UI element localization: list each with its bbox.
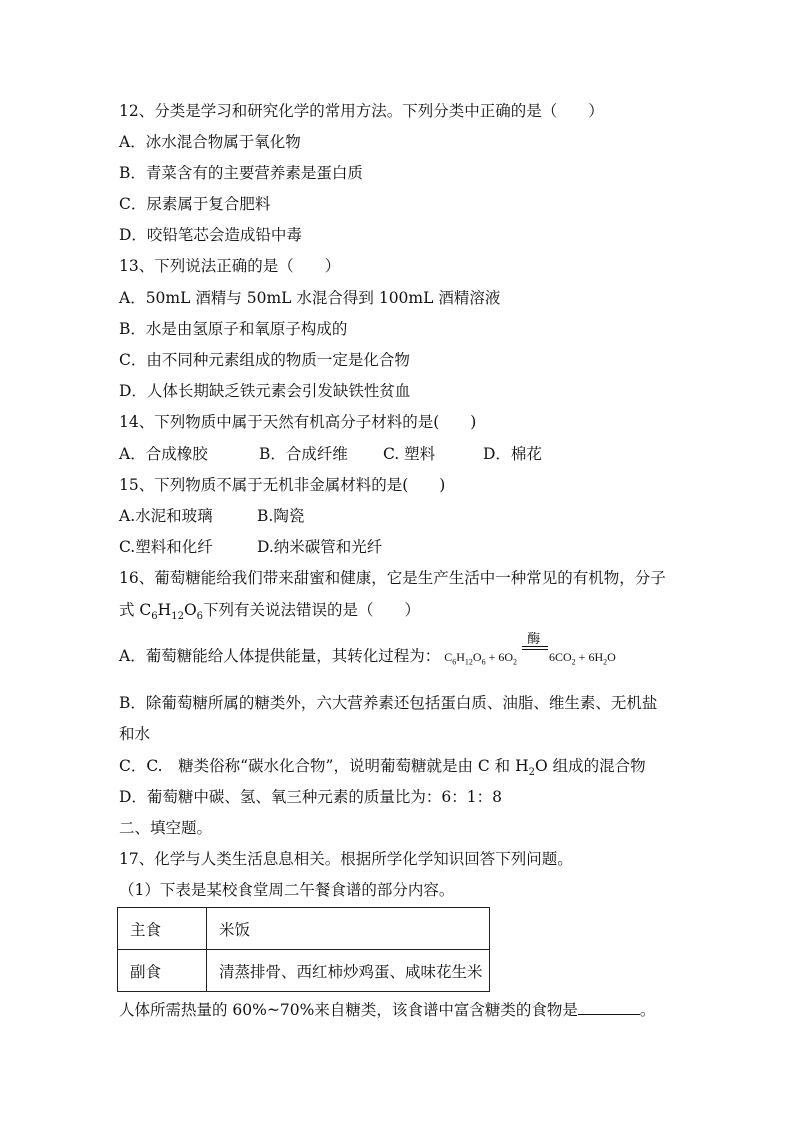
q16-option-b-line1: B．除葡萄糖所属的糖类外，六大营养素还包括蛋白质、油脂、维生素、无机盐 <box>119 694 658 712</box>
q12-option-d: D．咬铅笔芯会造成铅中毒 <box>119 226 302 244</box>
q16-option-b-line2: 和水 <box>119 725 151 743</box>
q13-stem: 13、下列说法正确的是（ ） <box>119 257 341 275</box>
q12-option-c: C．尿素属于复合肥料 <box>119 195 271 213</box>
q14-option-a: A．合成橡胶 <box>119 445 208 463</box>
q13-option-b: B．水是由氢原子和氧原子构成的 <box>119 320 348 338</box>
enzyme-condition: 酶 <box>527 632 541 647</box>
q16-stem-line1: 16、葡萄糖能给我们带来甜蜜和健康，它是生产生活中一种常见的有机物，分子 <box>119 569 666 587</box>
q16-option-c: C．C. 糖类俗称“碳水化合物”，说明葡萄糖就是由 C 和 $H_2O$ 组成的混合物 <box>119 757 646 779</box>
table-cell: 主食 <box>118 908 207 950</box>
table-row <box>118 908 490 950</box>
q17-sub1: （1）下表是某校食堂周二午餐食谱的部分内容。 <box>119 881 455 899</box>
q14-option-b: B．合成纤维 <box>259 445 348 463</box>
q14-option-d: D．棉花 <box>483 445 542 463</box>
q12-option-a: A．冰水混合物属于氧化物 <box>119 133 301 151</box>
q13-option-a: A．50mL 酒精与 50mL 水混合得到 100mL 酒精溶液 <box>119 289 501 307</box>
lunch-menu-table <box>117 907 490 992</box>
glucose-oxidation-equation: $C_6H_{12}O_6 + 6O_2$ $6CO_2 + 6H_2O$ 酶 <box>444 632 616 667</box>
q15-stem: 15、下列物质不属于无机非金属材料的是( ) <box>119 476 446 494</box>
answer-blank[interactable] <box>578 1000 640 1015</box>
q14-options <box>119 444 542 464</box>
q15-option-d: D.纳米碳管和光纤 <box>257 538 383 556</box>
q15-options-row1 <box>119 506 304 526</box>
section-fill-blank-heading: 二、填空题。 <box>119 819 213 837</box>
table-row <box>118 950 490 992</box>
q12-option-b: B．青菜含有的主要营养素是蛋白质 <box>119 164 363 182</box>
q14-option-c: C. 塑料 <box>383 445 436 463</box>
q15-option-b: B.陶瓷 <box>257 507 305 525</box>
q13-option-d: D．人体长期缺乏铁元素会引发缺铁性贫血 <box>119 382 411 400</box>
q15-option-a: A.水泥和玻璃 <box>119 507 213 525</box>
table-cell: 清蒸排骨、西红柿炒鸡蛋、咸味花生米 <box>207 950 490 992</box>
q16-stem-line2: 式 $C_6H_{12}O_6$下列有关说法错误的是（ ） <box>119 601 421 623</box>
table-cell: 米饭 <box>207 908 490 950</box>
q16-option-d: D．葡萄糖中碳、氢、氧三种元素的质量比为：6：1：8 <box>119 788 503 806</box>
q14-stem: 14、下列物质中属于天然有机高分子材料的是( ) <box>119 413 477 431</box>
q17-stem: 17、化学与人类生活息息相关。根据所学化学知识回答下列问题。 <box>119 850 573 868</box>
table-cell: 副食 <box>118 950 207 992</box>
q12-stem: 12、分类是学习和研究化学的常用方法。下列分类中正确的是（ ） <box>119 102 604 120</box>
q13-option-c: C．由不同种元素组成的物质一定是化合物 <box>119 351 410 369</box>
q16-option-a: A．葡萄糖能给人体提供能量，其转化过程为： $C_6H_{12}O_6 + 6O_2$ $6CO_2 + 6H_2O$ 酶 <box>119 632 616 667</box>
q15-options-row2 <box>119 537 382 557</box>
q17-after-table: 人体所需热量的 60%~70%来自糖类，该食谱中富含糖类的食物是 。 <box>119 1001 656 1019</box>
q15-option-c: C.塑料和化纤 <box>119 538 213 556</box>
